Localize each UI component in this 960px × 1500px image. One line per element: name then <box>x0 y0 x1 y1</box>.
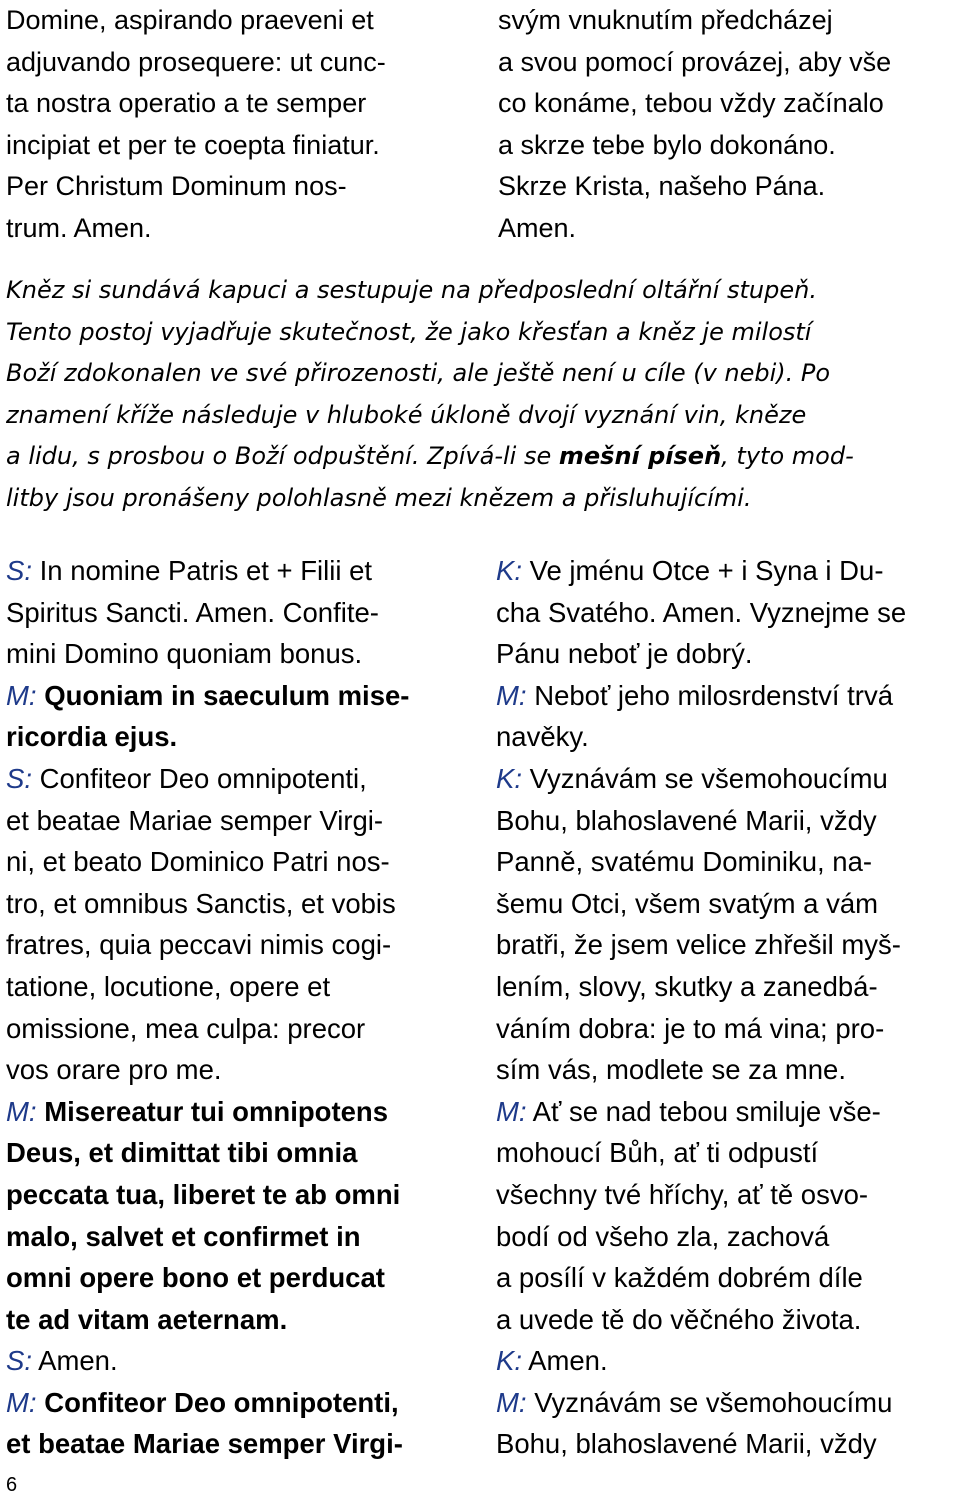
dialogue-line <box>6 1382 409 1424</box>
dialogue-line <box>496 1132 906 1174</box>
text-line: svým vnuknutím předcházej <box>498 5 833 35</box>
line-text: In nomine Patris et + Filii et <box>31 555 373 586</box>
line-text: lením, slovy, skutky a zanedbá- <box>496 970 878 1002</box>
line-text: sím vás, modlete se za mne. <box>496 1054 846 1086</box>
line-text: Ať se nad tebou smiluje vše- <box>526 1095 881 1127</box>
line-text: malo, salvet et confirmet in <box>6 1220 361 1252</box>
dialogue-line <box>6 1216 409 1258</box>
line-text: Confiteor Deo omnipotenti, <box>36 1386 399 1418</box>
dialogue-line <box>496 592 906 634</box>
line-text: bodí od všeho zla, zachová <box>496 1220 830 1252</box>
line-text: et beatae Mariae semper Virgi- <box>6 1428 403 1460</box>
text-line: a svou pomocí provázej, aby vše <box>498 46 892 77</box>
dialogue-line <box>496 550 906 592</box>
rubric-text: a lidu, s prosbou o Boží odpuštění. Zpívá-li se <box>6 442 559 471</box>
line-text: bratři, že jsem velice zhřešil myš- <box>496 929 901 961</box>
line-text: Confiteor Deo omnipotenti, <box>31 762 367 794</box>
rubric-line: znamení kříže následuje v hluboké úkloně dvojí vyznání vin, kněze <box>6 400 807 429</box>
dialogue-line <box>6 924 409 966</box>
dialogue-line <box>6 883 409 925</box>
line-text: Spiritus Sancti. Amen. Confite- <box>6 596 379 628</box>
dialogue-line <box>6 1049 409 1091</box>
dialogue-line <box>6 800 409 842</box>
dialogue-line <box>496 1174 906 1216</box>
dialogue-line <box>496 1257 906 1299</box>
czech-dialogue-column <box>496 550 906 1465</box>
line-text: váním dobra: je to má vina; pro- <box>496 1012 885 1044</box>
line-text: peccata tua, liberet te ab omni <box>6 1178 401 1210</box>
line-text: Amen. <box>31 1345 118 1377</box>
dialogue-line <box>6 1299 409 1341</box>
text-line: Amen. <box>498 212 577 243</box>
text-line: ta nostra operatio a te semper <box>6 88 367 118</box>
speaker-label: K: <box>496 1345 522 1377</box>
speaker-label: K: <box>496 762 522 794</box>
dialogue-line <box>496 1049 906 1091</box>
page-number: 6 <box>6 1474 18 1496</box>
dialogue-line <box>6 716 409 758</box>
text-line: trum. Amen. <box>6 212 152 243</box>
line-text: všechny tvé hříchy, ať tě osvo- <box>496 1178 869 1210</box>
line-text: šemu Otci, všem svatým a vám <box>496 887 879 919</box>
dialogue-line <box>496 1216 906 1258</box>
text-line: co konáme, tebou vždy začínalo <box>498 88 884 118</box>
line-text: mini Domino quoniam bonus. <box>6 638 363 670</box>
speaker-label: M: <box>6 1095 37 1127</box>
line-text: ni, et beato Dominico Patri nos- <box>6 846 390 878</box>
rubric-text: , tyto mod- <box>721 442 854 471</box>
line-text: Panně, svatému Dominiku, na- <box>496 846 873 878</box>
rubric-line: Kněz si sundává kapuci a sestupuje na předposlední oltářní stupeň. <box>6 276 817 304</box>
rubric-line: Boží zdokonalen ve své přirozenosti, ale ještě není u cíle (v nebi). Po <box>6 359 831 388</box>
rubric-line: Tento postoj vyjadřuje skutečnost, že jako křesťan a kněz je milostí <box>6 317 812 346</box>
line-text: Amen. <box>521 1345 608 1377</box>
line-text: Deus, et dimittat tibi omnia <box>6 1137 358 1169</box>
line-text: ricordia ejus. <box>6 721 178 753</box>
dialogue-line <box>496 841 906 883</box>
czech-prayer-column <box>498 0 891 249</box>
text-line: incipiat et per te coepta finiatur. <box>6 129 380 160</box>
speaker-label: M: <box>496 1095 527 1127</box>
line-text: Bohu, blahoslavené Marii, vždy <box>496 1428 877 1460</box>
speaker-label: M: <box>6 1386 37 1418</box>
line-text: omissione, mea culpa: precor <box>6 1012 366 1044</box>
line-text: mohoucí Bůh, ať ti odpustí <box>496 1137 819 1169</box>
dialogue-line <box>496 716 906 758</box>
dialogue-line <box>496 1382 906 1424</box>
line-text: Misereatur tui omnipotens <box>36 1095 388 1127</box>
line-text: omni opere bono et perducat <box>6 1262 385 1294</box>
line-text: tro, et omnibus Sanctis, et vobis <box>6 887 396 919</box>
dialogue-line <box>6 550 409 592</box>
line-text: cha Svatého. Amen. Vyznejme se <box>496 596 907 628</box>
bold-phrase: mešní píseň <box>558 442 722 471</box>
speaker-label: M: <box>496 679 527 711</box>
dialogue-line <box>6 1257 409 1299</box>
speaker-label: M: <box>6 679 37 711</box>
dialogue-line <box>6 841 409 883</box>
line-text: et beatae Mariae semper Virgi- <box>6 804 384 836</box>
dialogue-line <box>6 1008 409 1050</box>
line-text: Vyznávám se všemohoucímu <box>521 762 888 794</box>
line-text: tatione, locutione, opere et <box>6 970 331 1002</box>
text-line: Domine, aspirando praeveni et <box>6 5 374 35</box>
line-text: Ve jménu Otce + i Syna i Du- <box>521 555 884 586</box>
line-text: Quoniam in saeculum mise- <box>36 679 410 711</box>
rubric-line <box>6 436 854 478</box>
line-text: fratres, quia peccavi nimis cogi- <box>6 929 392 961</box>
dialogue-line <box>6 758 409 800</box>
dialogue-line <box>496 924 906 966</box>
speaker-label: S: <box>6 1345 32 1377</box>
dialogue-line <box>6 592 409 634</box>
line-text: a posílí v každém dobrém díle <box>496 1262 863 1294</box>
dialogue-line <box>496 883 906 925</box>
text-line: Per Christum Dominum nos- <box>6 171 347 201</box>
line-text: Pánu neboť je dobrý. <box>496 638 753 670</box>
line-text: Neboť jeho milosrdenství trvá <box>526 679 894 711</box>
latin-dialogue-column <box>6 550 409 1465</box>
text-line: adjuvando prosequere: ut cunc- <box>6 46 386 77</box>
rubric-line: litby jsou pronášeny polohlasně mezi knězem a přisluhujícími. <box>6 483 752 512</box>
dialogue-line <box>496 1091 906 1133</box>
dialogue-line <box>6 633 409 675</box>
dialogue-line <box>496 800 906 842</box>
latin-prayer-column <box>6 0 386 249</box>
dialogue-line <box>496 1008 906 1050</box>
dialogue-line <box>6 1340 409 1382</box>
dialogue-line <box>6 1423 409 1465</box>
line-text: vos orare pro me. <box>6 1054 222 1086</box>
dialogue-line <box>6 1091 409 1133</box>
line-text: a uvede tě do věčného života. <box>496 1303 862 1335</box>
dialogue-line <box>496 675 906 717</box>
dialogue-line <box>6 966 409 1008</box>
line-text: navěky. <box>496 721 589 753</box>
dialogue-line <box>6 1174 409 1216</box>
text-line: a skrze tebe bylo dokonáno. <box>498 129 836 160</box>
dialogue-line <box>6 1132 409 1174</box>
speaker-label: S: <box>6 555 32 586</box>
text-line: Skrze Krista, našeho Pána. <box>498 171 826 201</box>
dialogue-line <box>496 1340 906 1382</box>
dialogue-line <box>496 1423 906 1465</box>
speaker-label: M: <box>496 1386 527 1418</box>
rubric-instructions <box>6 270 854 520</box>
dialogue-line <box>496 966 906 1008</box>
dialogue-line <box>496 1299 906 1341</box>
line-text: te ad vitam aeternam. <box>6 1303 288 1335</box>
dialogue-line <box>6 675 409 717</box>
dialogue-line <box>496 633 906 675</box>
line-text: Bohu, blahoslavené Marii, vždy <box>496 804 877 836</box>
speaker-label: K: <box>496 555 522 586</box>
speaker-label: S: <box>6 762 32 794</box>
dialogue-line <box>496 758 906 800</box>
line-text: Vyznávám se všemohoucímu <box>526 1386 893 1418</box>
